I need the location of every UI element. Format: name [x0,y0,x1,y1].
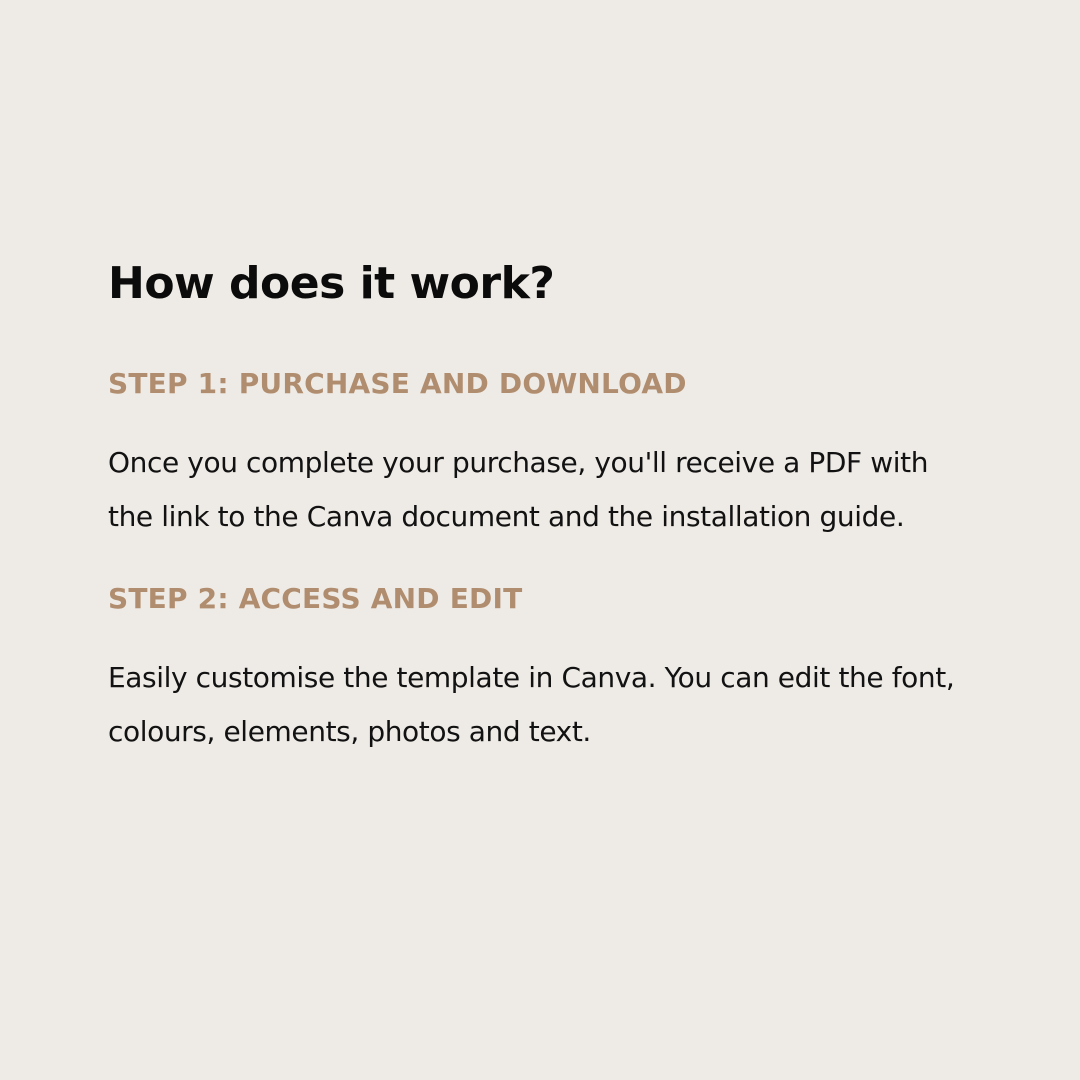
step-1-description: Once you complete your purchase, you'll receive a PDF with the link to the Canva document and the installation guide. [108,446,929,533]
page-title: How does it work? [108,258,555,309]
step-2-heading: STEP 2: ACCESS AND EDIT [108,582,523,615]
step-2-description: Easily customise the template in Canva. You can edit the font, colours, elements, photos and text. [108,661,955,748]
step-1-heading: STEP 1: PURCHASE AND DOWNLOAD [108,367,687,400]
content-block [108,256,968,759]
